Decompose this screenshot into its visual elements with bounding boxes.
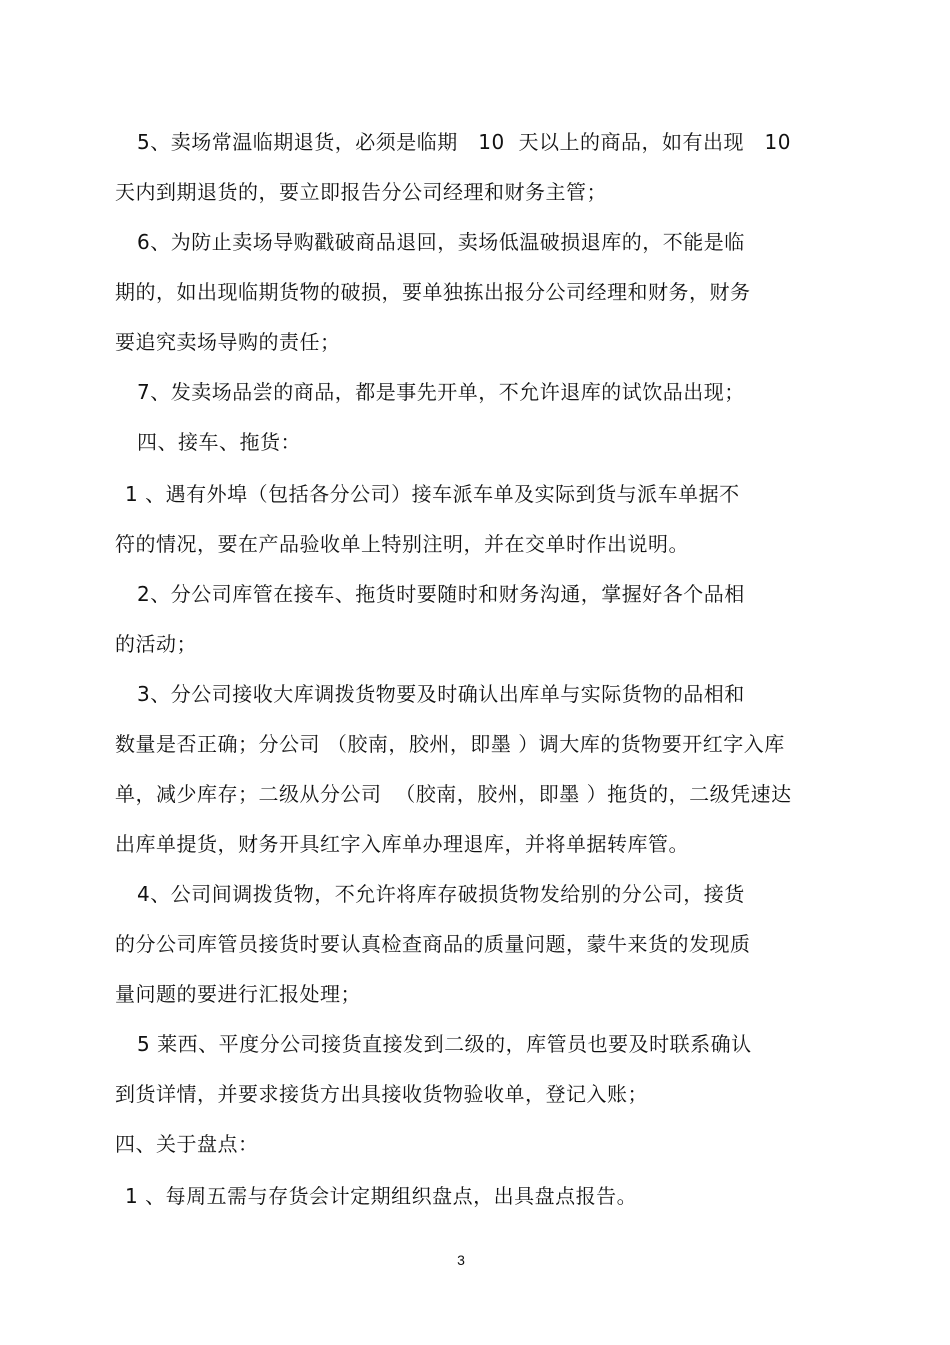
- page-number: 3: [457, 1252, 465, 1268]
- text-line-5: 要追究卖场导购的责任；: [115, 330, 341, 354]
- section-heading-inventory: 四、关于盘点：: [115, 1132, 259, 1156]
- text-line-17: 的分公司库管员接货时要认真检查商品的质量问题，蒙牛来货的发现质: [115, 932, 751, 956]
- text-line-1: 5、卖场常温临期退货，必须是临期 10 天以上的商品，如有出现 10: [137, 130, 791, 154]
- text-line-4: 期的，如出现临期货物的破损，要单独拣出报分公司经理和财务，财务: [115, 280, 751, 304]
- text-line-15: 出库单提货，财务开具红字入库单办理退库，并将单据转库管。: [115, 832, 689, 856]
- text-line-2: 天内到期退货的，要立即报告分公司经理和财务主管；: [115, 180, 607, 204]
- text-line-10: 2、分公司库管在接车、拖货时要随时和财务沟通，掌握好各个品相: [137, 582, 745, 606]
- text-line-18: 量问题的要进行汇报处理；: [115, 982, 361, 1006]
- text-line-14: 单，减少库存；二级从分公司 （胶南，胶州，即墨 ）拖货的，二级凭速达: [115, 782, 792, 806]
- text-line-3: 6、为防止卖场导购戳破商品退回，卖场低温破损退库的，不能是临: [137, 230, 745, 254]
- text-line-20: 到货详情，并要求接货方出具接收货物验收单，登记入账；: [115, 1082, 648, 1106]
- text-line-22: 1 、每周五需与存货会计定期组织盘点，出具盘点报告。: [125, 1184, 638, 1208]
- text-line-13: 数量是否正确；分公司 （胶南，胶州，即墨 ）调大库的货物要开红字入库: [115, 732, 785, 756]
- text-line-11: 的活动；: [115, 632, 197, 656]
- text-line-8: 1 、遇有外埠（包括各分公司）接车派车单及实际到货与派车单据不: [125, 482, 740, 506]
- text-line-9: 符的情况，要在产品验收单上特别注明，并在交单时作出说明。: [115, 532, 689, 556]
- text-line-16: 4、公司间调拨货物，不允许将库存破损货物发给别的分公司，接货: [137, 882, 745, 906]
- text-line-19: 5 莱西、平度分公司接货直接发到二级的，库管员也要及时联系确认: [137, 1032, 752, 1056]
- section-heading-receiving: 四、接车、拖货：: [137, 430, 301, 454]
- text-line-6: 7、发卖场品尝的商品，都是事先开单，不允许退库的试饮品出现；: [137, 380, 745, 404]
- text-line-12: 3、分公司接收大库调拨货物要及时确认出库单与实际货物的品相和: [137, 682, 745, 706]
